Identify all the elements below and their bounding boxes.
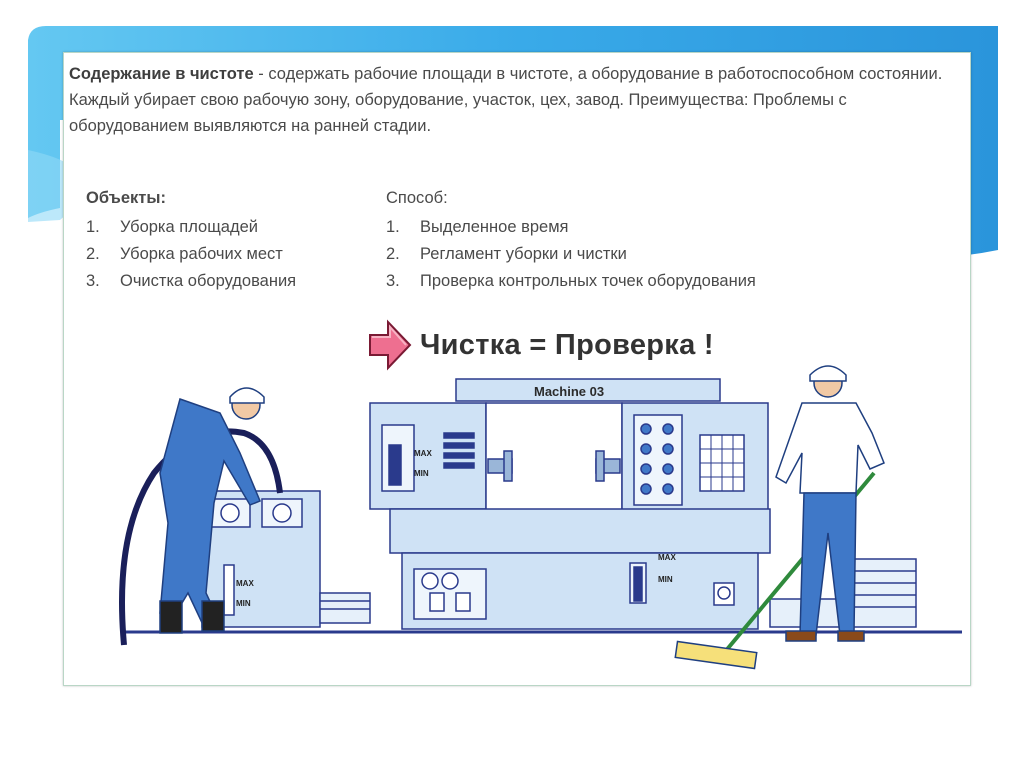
list-label: Проверка контрольных точек оборудования (420, 272, 756, 290)
intro-text: - содержать рабочие площади в чистоте, а оборудование в работоспособном состоянии. Каждый убирает свою рабочую зону, оборудование, участок, цех, завод. Преимущества: Проблемы с оборудованием выявляются на ранней стадии. (69, 65, 943, 135)
list-label: Очистка оборудования (120, 272, 297, 290)
list-number: 3. (386, 272, 400, 290)
list-label: Выделенное время (420, 218, 569, 236)
list-number: 3. (86, 272, 100, 290)
machine-label: Machine 03 (534, 384, 605, 399)
list-number: 1. (386, 218, 400, 236)
gauge-min-label: MIN (236, 599, 251, 608)
method-title: Способ: (386, 189, 448, 207)
content-card (63, 52, 971, 686)
gauge-max-label: MAX (658, 553, 676, 562)
intro-term: Содержание в чистоте (69, 65, 254, 83)
objects-title: Объекты: (86, 189, 166, 207)
list-number: 1. (86, 218, 100, 236)
list-label: Уборка рабочих мест (120, 245, 283, 263)
cleaning-illustration (64, 53, 970, 685)
list-label: Регламент уборки и чистки (420, 245, 627, 263)
gauge-max-label: MAX (236, 579, 254, 588)
headline: Чистка = Проверка ! (420, 329, 714, 361)
gauge-min-label: MIN (414, 469, 429, 478)
list-number: 2. (386, 245, 400, 263)
list-label: Уборка площадей (120, 218, 258, 236)
gauge-min-label: MIN (658, 575, 673, 584)
gauge-max-label: MAX (414, 449, 432, 458)
list-number: 2. (86, 245, 100, 263)
